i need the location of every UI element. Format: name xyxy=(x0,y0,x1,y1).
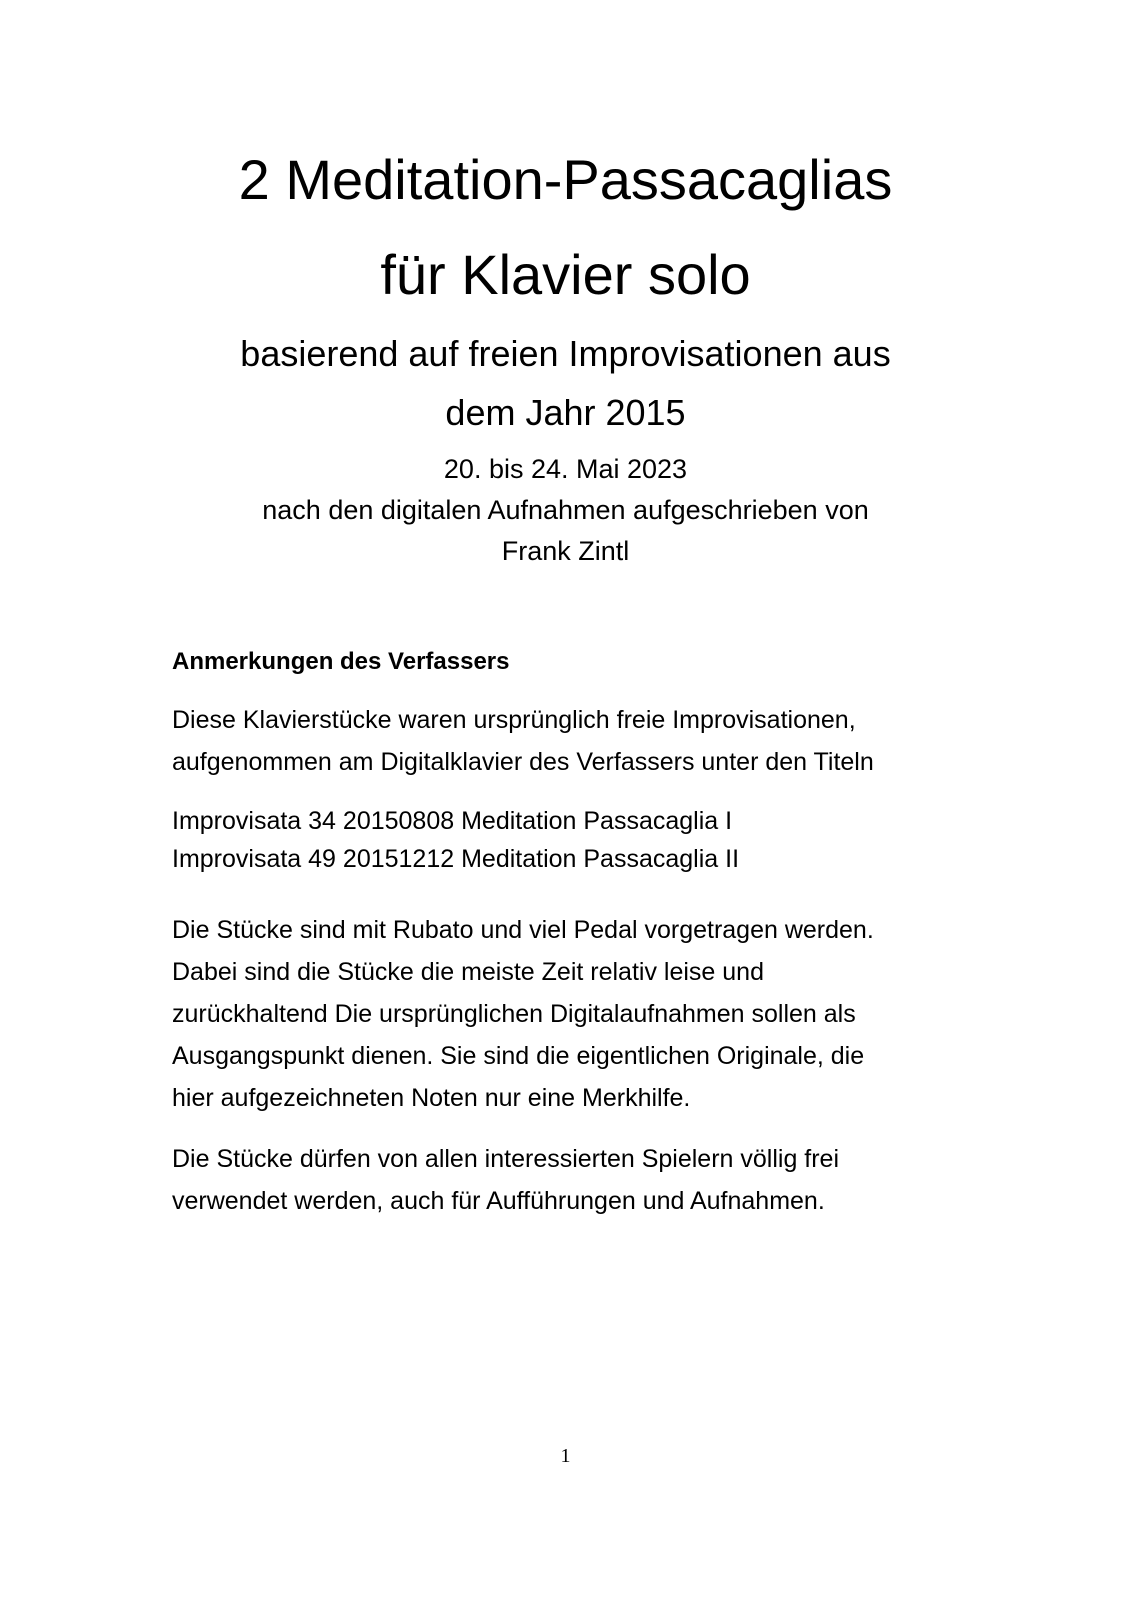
document-subtitle xyxy=(0,333,1131,374)
credit-line xyxy=(0,497,1131,524)
paragraph-line: aufgenommen am Digitalklavier des Verfassers unter den Titeln xyxy=(172,748,874,776)
document-title-second-line xyxy=(0,243,1131,306)
author-line xyxy=(0,538,1131,565)
notes-paragraph-2 xyxy=(172,918,972,1111)
page-number: 1 xyxy=(560,1445,571,1467)
paragraph-line: Diese Klavierstücke waren ursprünglich freie Improvisationen, xyxy=(172,706,856,734)
improvisata-titles xyxy=(172,809,972,872)
paragraph-line: Die Stücke sind mit Rubato und viel Pedal vorgetragen werden. xyxy=(172,916,874,944)
subtitle-line-1: basierend auf freien Improvisationen aus xyxy=(240,333,891,374)
title-line-1: 2 Meditation-Passacaglias xyxy=(238,148,893,211)
improvisata-title: Improvisata 49 20151212 Meditation Passacaglia II xyxy=(172,845,740,873)
paragraph-line: Dabei sind die Stücke die meiste Zeit relativ leise und xyxy=(172,958,764,986)
paragraph-line: zurückhaltend Die ursprünglichen Digitalaufnahmen sollen als xyxy=(172,1000,856,1028)
improvisata-title: Improvisata 34 20150808 Meditation Passacaglia I xyxy=(172,807,733,835)
subtitle-line-2: dem Jahr 2015 xyxy=(445,392,686,433)
author-name: Frank Zintl xyxy=(501,536,630,566)
paragraph-line: Ausgangspunkt dienen. Sie sind die eigentlichen Originale, die xyxy=(172,1042,865,1070)
notes-heading xyxy=(172,650,972,674)
paragraph-line: verwendet werden, auch für Aufführungen und Aufnahmen. xyxy=(172,1187,825,1215)
credit-text-1: nach den digitalen Aufnahmen aufgeschrieben von xyxy=(262,495,869,525)
document-title xyxy=(0,148,1131,211)
paragraph-line: Die Stücke dürfen von allen interessierten Spielern völlig frei xyxy=(172,1145,840,1173)
document-subtitle-second-line xyxy=(0,392,1131,433)
notes-heading-text: Anmerkungen des Verfassers xyxy=(172,648,510,675)
paragraph-line: hier aufgezeichneten Noten nur eine Merkhilfe. xyxy=(172,1084,691,1112)
notes-paragraph-1 xyxy=(172,708,972,775)
title-line-2: für Klavier solo xyxy=(380,243,751,306)
date-text: 20. bis 24. Mai 2023 xyxy=(443,454,688,484)
date-line xyxy=(0,456,1131,483)
notes-paragraph-3 xyxy=(172,1147,972,1214)
